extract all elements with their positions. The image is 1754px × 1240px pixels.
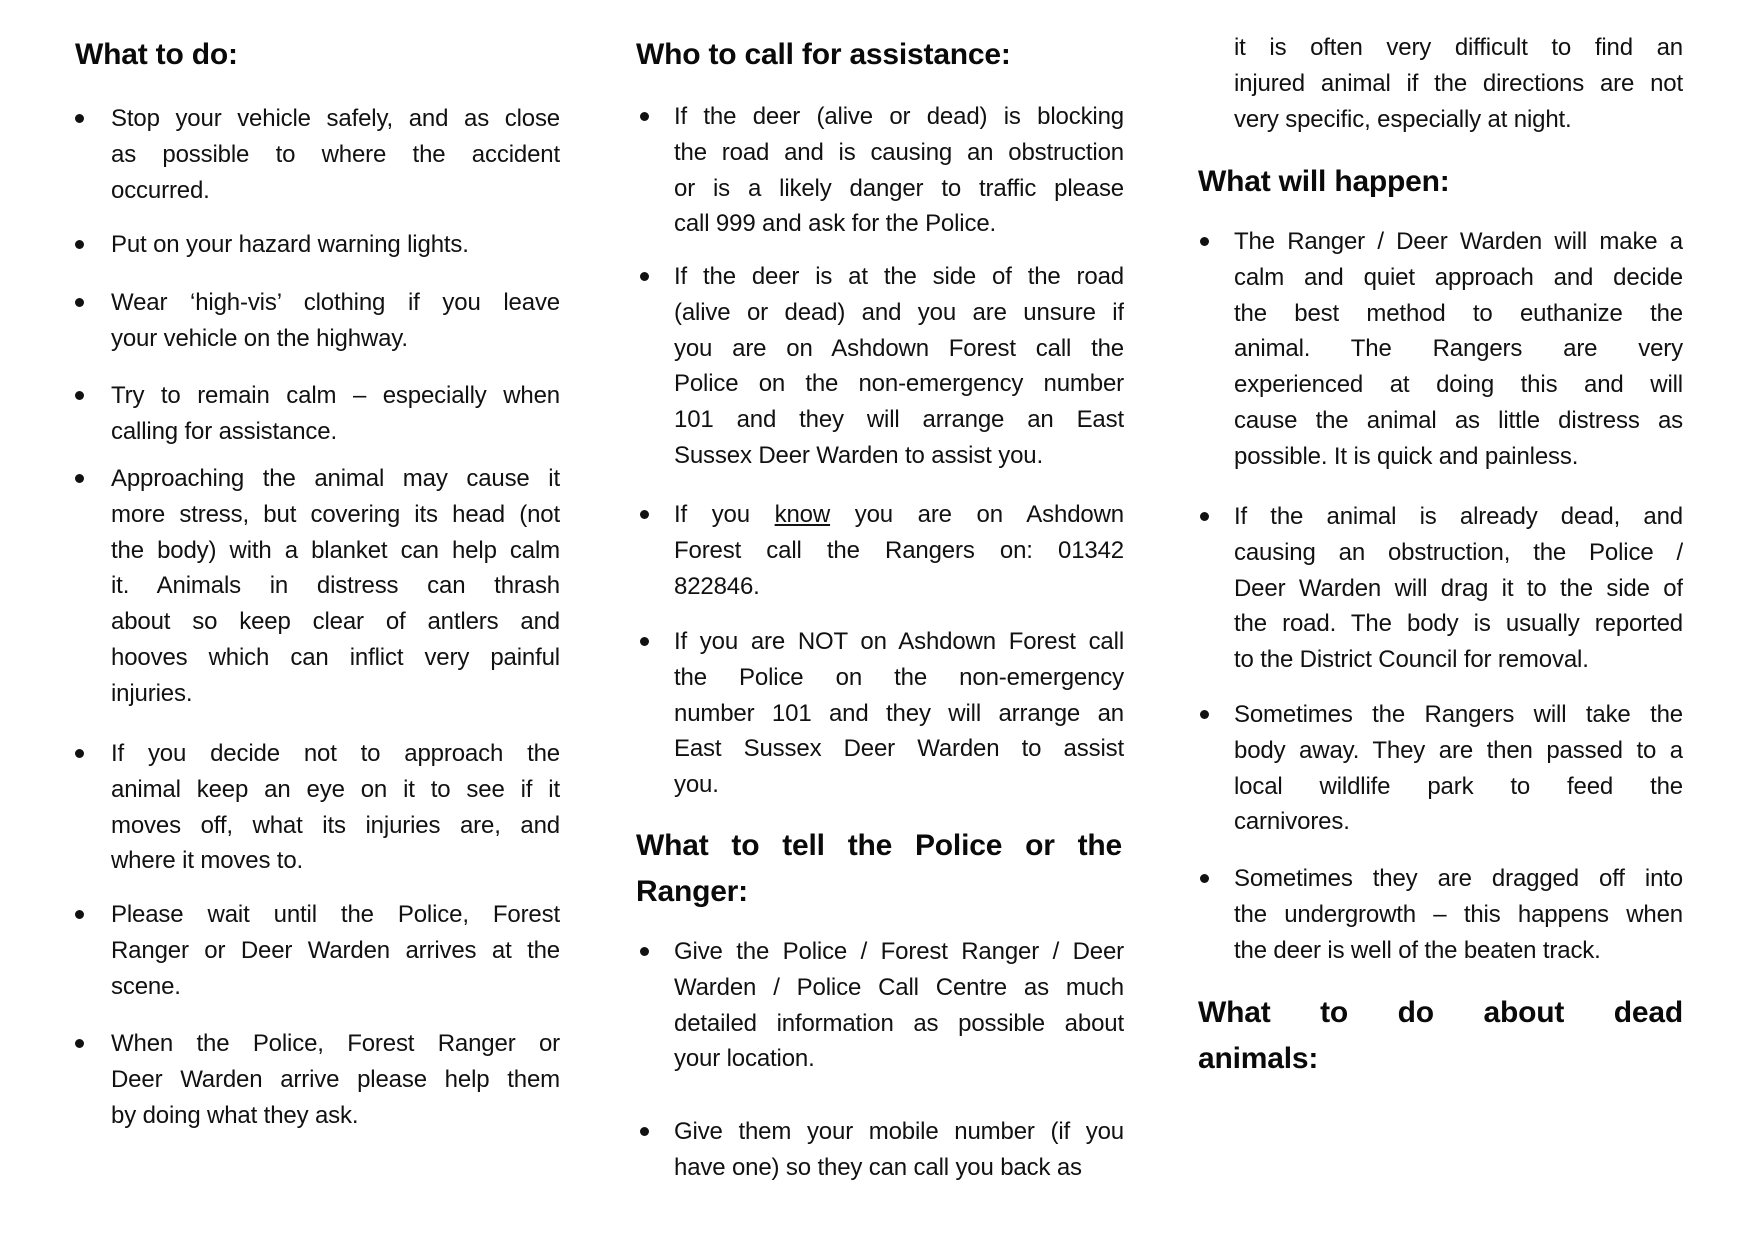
list-line: more stress, but covering its head (not (111, 500, 560, 528)
list-line: about so keep clear of antlers and (111, 608, 560, 636)
list-line: where it moves to. (111, 847, 304, 875)
list-line: your vehicle on the highway. (111, 324, 408, 352)
list-line: injuries. (111, 679, 193, 707)
list-line: as possible to where the accident (111, 140, 560, 168)
bullet-icon (640, 1127, 649, 1136)
list-line: the best method to euthanize the (1234, 299, 1683, 327)
paragraph-text (1234, 30, 1683, 137)
list-line: or is a likely danger to traffic please (674, 174, 1124, 202)
bullet-icon (640, 112, 649, 121)
list-line: Please wait until the Police, Forest (111, 901, 560, 928)
list-line: call 999 and ask for the Police. (674, 210, 997, 238)
list-line: it. Animals in distress can thrash (111, 572, 560, 600)
bullet-icon (640, 510, 649, 519)
list-line: Police on the non-emergency number (674, 370, 1124, 398)
list-line: If you know you are on Ashdown (674, 501, 1124, 528)
paragraph-text (674, 624, 1124, 803)
list-line: very specific, especially at night. (1234, 105, 1572, 133)
list-line: occurred. (111, 176, 210, 204)
list-line: Wear ‘high-vis’ clothing if you leave (111, 289, 560, 316)
bullet-icon (1200, 874, 1209, 883)
list-line: (alive or dead) and you are unsure if (674, 298, 1124, 326)
list-line: the undergrowth – this happens when (1234, 900, 1683, 928)
list-line: Approaching the animal may cause it (111, 465, 560, 492)
bullet-icon (1200, 710, 1209, 719)
list-line: calm and quiet approach and decide (1234, 263, 1683, 291)
heading-what-to-tell (636, 823, 1122, 915)
list-line: it is often very difficult to find an (1234, 34, 1683, 61)
bullet-icon (75, 240, 84, 249)
list-line: Deer Warden arrive please help them (111, 1065, 560, 1093)
paragraph-text (111, 736, 560, 879)
list-line: experienced at doing this and will (1234, 371, 1683, 399)
list-line: Ranger or Deer Warden arrives at the (111, 936, 560, 964)
list-line: cause the animal as little distress as (1234, 406, 1683, 434)
heading-line: What to tell the Police or the (636, 829, 1122, 862)
paragraph-text (1234, 861, 1683, 968)
list-line: scene. (111, 972, 181, 1000)
bullet-icon (75, 1039, 84, 1048)
paragraph-text (1234, 499, 1683, 678)
heading-dead-animals (1198, 990, 1683, 1082)
list-line: Forest call the Rangers on: 01342 (674, 536, 1124, 564)
heading-what-will-happen: What will happen: (1198, 165, 1450, 198)
bullet-icon (640, 272, 649, 281)
paragraph-text (674, 99, 1124, 242)
list-line: East Sussex Deer Warden to assist (674, 735, 1124, 763)
list-line: moves off, what its injuries are, and (111, 811, 560, 839)
emphasis-know: know (774, 501, 831, 528)
list-line: If the deer is at the side of the road (674, 263, 1124, 290)
list-line: 101 and they will arrange an East (674, 406, 1124, 434)
paragraph-text (1234, 224, 1683, 475)
list-line: calling for assistance. (111, 417, 337, 445)
paragraph-text (111, 461, 560, 712)
paragraph-text (1234, 697, 1683, 840)
heading-line: animals: (1198, 1042, 1319, 1075)
list-line: Sometimes they are dragged off into (1234, 865, 1683, 892)
paragraph-text (111, 378, 560, 450)
paragraph-text (674, 259, 1124, 474)
list-line: the road. The body is usually reported (1234, 610, 1683, 638)
list-line: The Ranger / Deer Warden will make a (1234, 228, 1683, 255)
bullet-icon (75, 114, 84, 123)
bullet-icon (1200, 237, 1209, 246)
list-line: the Police on the non-emergency (674, 663, 1124, 691)
list-line: body away. They are then passed to a (1234, 736, 1683, 764)
list-line: Sussex Deer Warden to assist you. (674, 441, 1043, 469)
heading-line: Ranger: (636, 875, 748, 908)
list-line: to the District Council for removal. (1234, 646, 1589, 674)
list-line: number 101 and they will arrange an (674, 699, 1124, 727)
list-line: the body) with a blanket can help calm (111, 536, 560, 564)
list-line: Put on your hazard warning lights. (111, 231, 469, 258)
list-line: Sometimes the Rangers will take the (1234, 701, 1683, 728)
bullet-icon (75, 749, 84, 758)
bullet-icon (640, 947, 649, 956)
list-line: the road and is causing an obstruction (674, 138, 1124, 166)
list-line: If you decide not to approach the (111, 740, 560, 767)
list-line: the deer is well of the beaten track. (1234, 936, 1601, 964)
paragraph-text (111, 227, 560, 263)
list-line: When the Police, Forest Ranger or (111, 1030, 560, 1057)
list-line: possible. It is quick and painless. (1234, 442, 1579, 470)
paragraph-text (111, 897, 560, 1004)
list-line: detailed information as possible about (674, 1009, 1124, 1037)
list-line: local wildlife park to feed the (1234, 772, 1683, 800)
list-line: have one) so they can call you back as (674, 1153, 1082, 1181)
bullet-icon (640, 637, 649, 646)
bullet-icon (1200, 512, 1209, 521)
list-line: If the animal is already dead, and (1234, 503, 1683, 530)
list-line: Give the Police / Forest Ranger / Deer (674, 938, 1124, 965)
heading-who-to-call: Who to call for assistance: (636, 38, 1011, 71)
list-line: injured animal if the directions are not (1234, 69, 1683, 97)
list-line: by doing what they ask. (111, 1101, 359, 1129)
list-line: If you are NOT on Ashdown Forest call (674, 628, 1124, 655)
bullet-icon (75, 474, 84, 483)
bullet-icon (75, 910, 84, 919)
list-line: Stop your vehicle safely, and as close (111, 105, 560, 132)
list-line: animal keep an eye on it to see if it (111, 775, 560, 803)
list-line: Warden / Police Call Centre as much (674, 973, 1124, 1001)
list-line: carnivores. (1234, 808, 1350, 836)
paragraph-text (674, 934, 1124, 1077)
paragraph-text (111, 1026, 560, 1133)
list-line: you are on Ashdown Forest call the (674, 334, 1124, 362)
list-line: hooves which can inflict very painful (111, 643, 560, 671)
phone-number-part: 01342 (1058, 536, 1124, 564)
list-line: Give them your mobile number (if you (674, 1118, 1124, 1145)
paragraph-text (674, 1114, 1124, 1186)
list-line: causing an obstruction, the Police / (1234, 538, 1683, 566)
list-line: animal. The Rangers are very (1234, 335, 1683, 363)
heading-what-to-do: What to do: (75, 38, 238, 71)
paragraph-text (111, 101, 560, 208)
bullet-icon (75, 391, 84, 400)
list-line: your location. (674, 1045, 815, 1073)
bullet-icon (75, 298, 84, 307)
paragraph-text (111, 285, 560, 357)
list-line: you. (674, 771, 719, 799)
list-line: Try to remain calm – especially when (111, 382, 560, 409)
phone-number-part: 822846. (674, 572, 760, 600)
list-line: Deer Warden will drag it to the side of (1234, 574, 1683, 602)
heading-line: What to do about dead (1198, 996, 1683, 1029)
list-line: If the deer (alive or dead) is blocking (674, 103, 1124, 130)
